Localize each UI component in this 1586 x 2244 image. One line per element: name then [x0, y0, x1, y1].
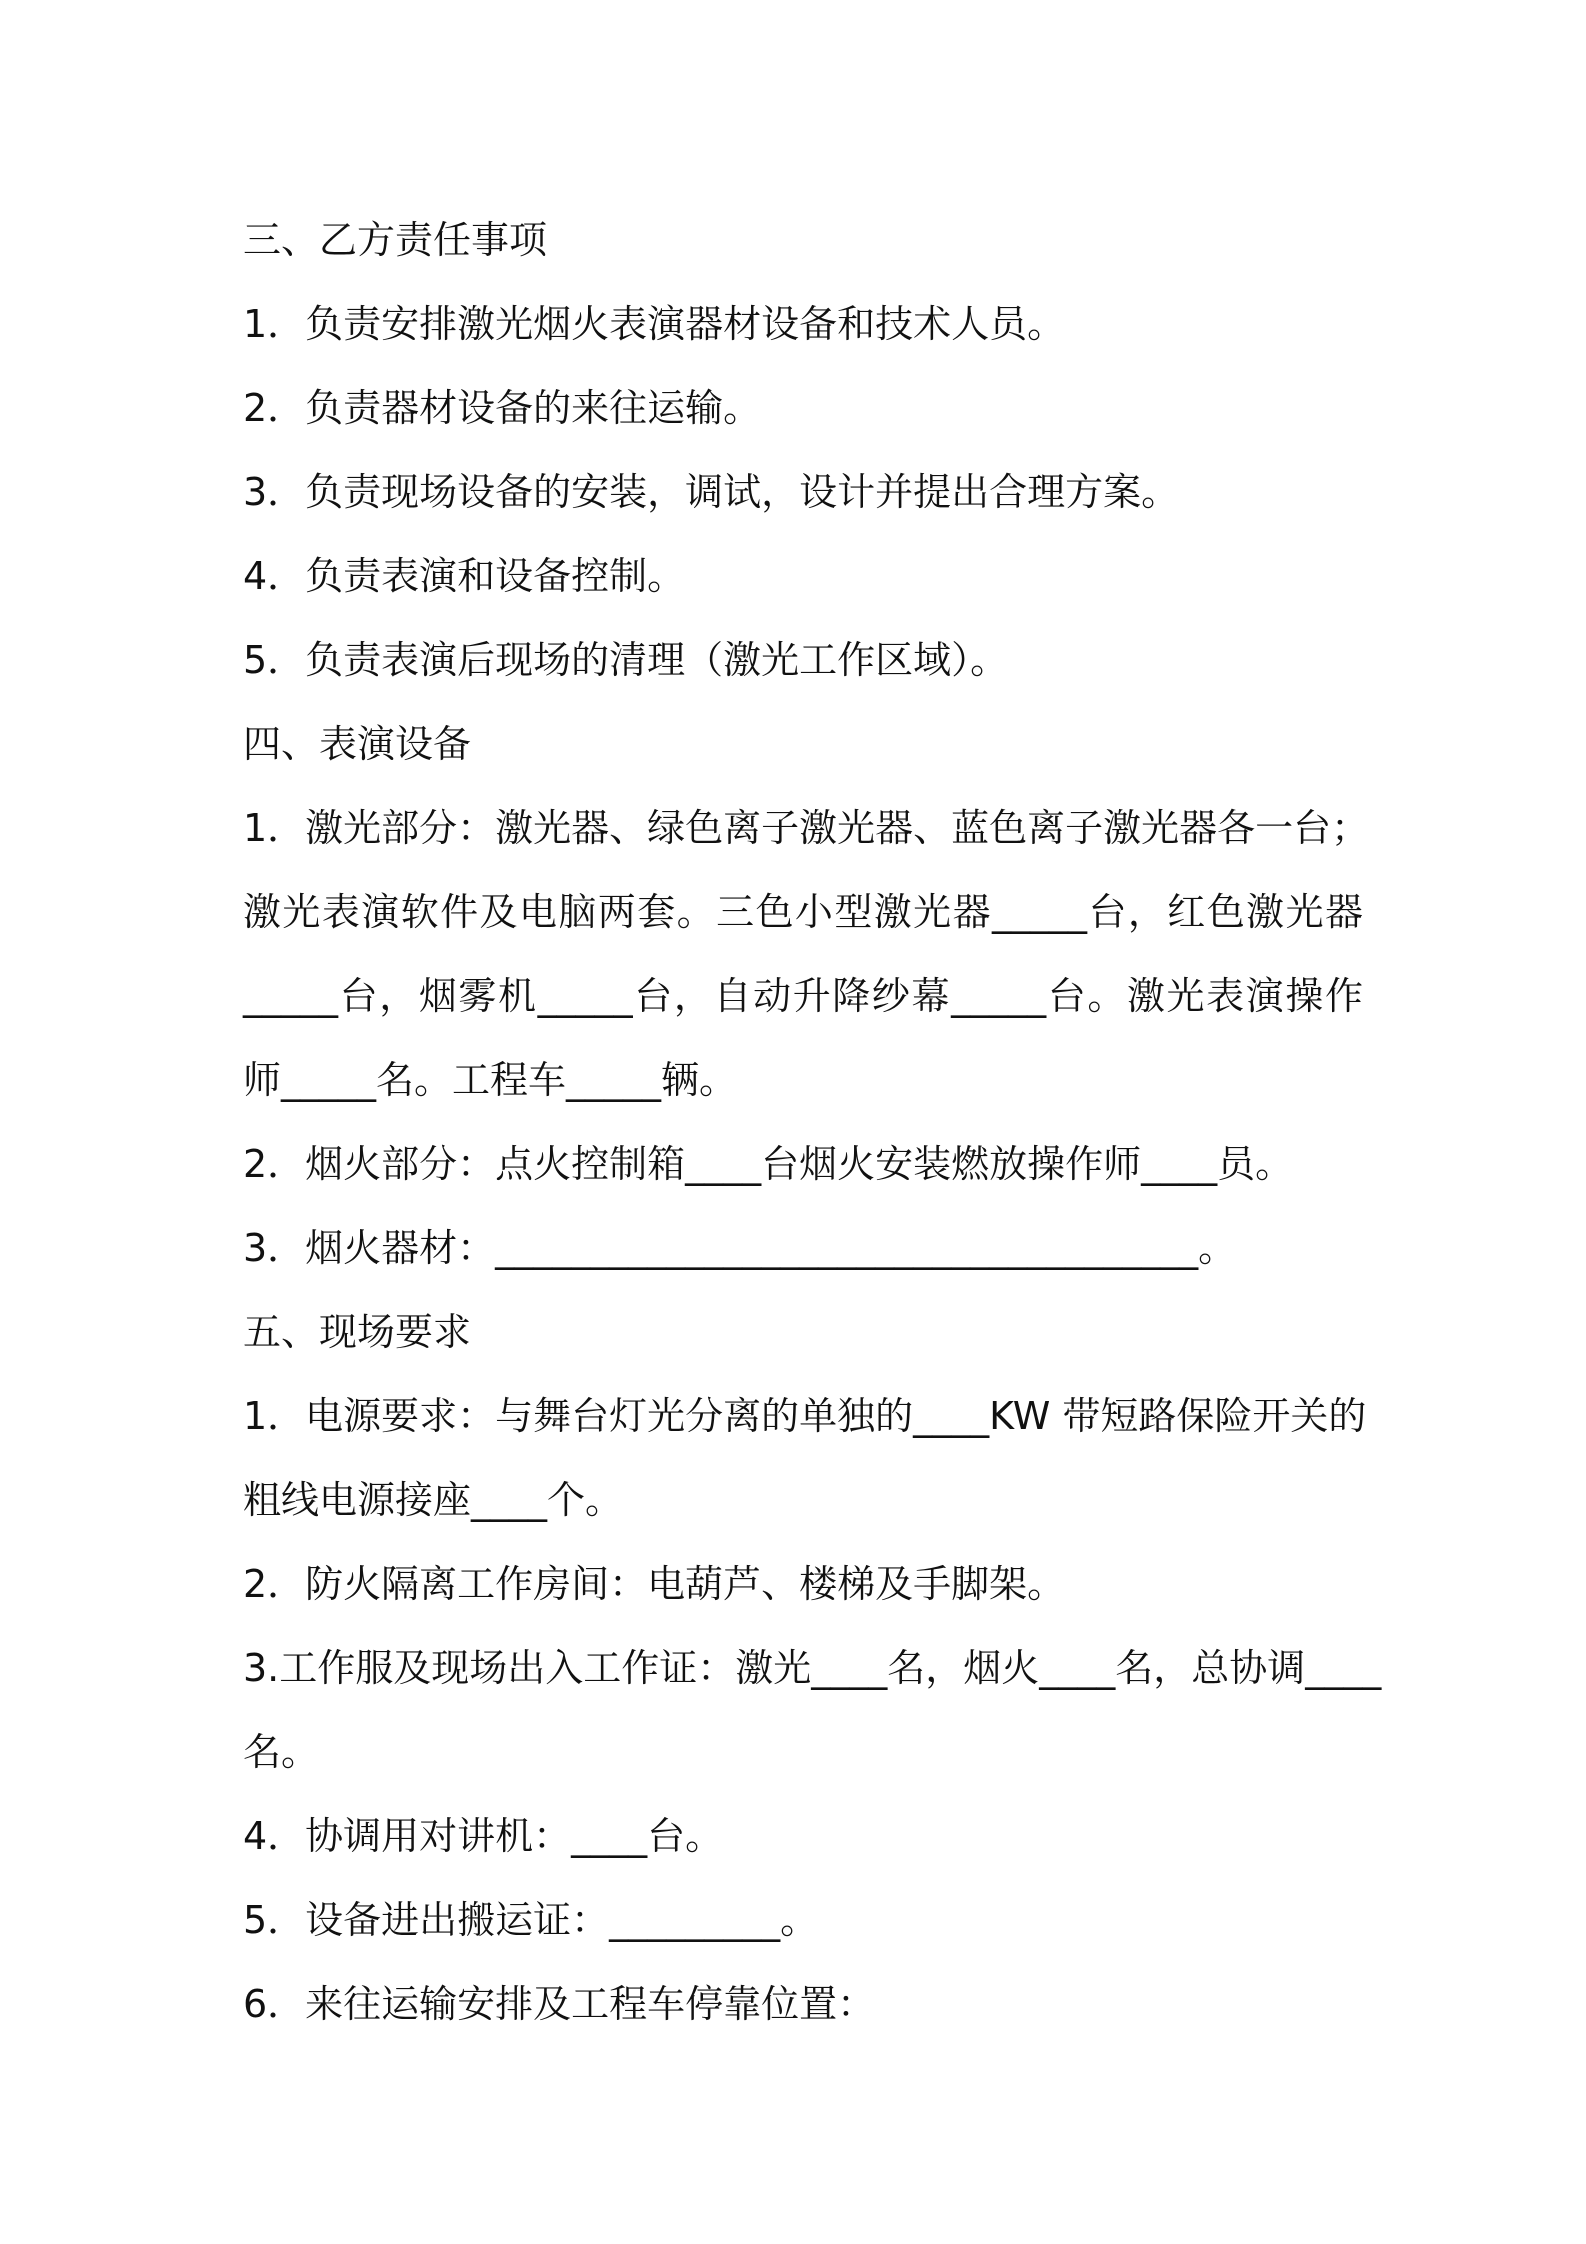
paragraph-line: 1．激光部分：激光器、绿色离子激光器、蓝色离子激光器各一台；: [243, 806, 1370, 850]
paragraph-line: 1．负责安排激光烟火表演器材设备和技术人员。: [243, 302, 1066, 346]
paragraph-line: 师_____名。工程车_____辆。: [243, 1058, 738, 1102]
paragraph-line: 6．来往运输安排及工程车停靠位置：: [243, 1982, 876, 2026]
paragraph-line: 3．烟火器材：_____________________________________。: [243, 1226, 1237, 1270]
paragraph-line: 1．电源要求：与舞台灯光分离的单独的____KW 带短路保险开关的: [243, 1394, 1367, 1438]
document-body: [243, 198, 1382, 2046]
paragraph-line: 5．负责表演后现场的清理（激光工作区域）。: [243, 638, 1009, 682]
paragraph-line: 2．防火隔离工作房间：电葫芦、楼梯及手脚架。: [243, 1562, 1066, 1606]
paragraph-line: 粗线电源接座____个。: [243, 1478, 624, 1522]
section-heading-performance-equipment: 四、表演设备: [243, 722, 472, 766]
paragraph-line: 名。: [243, 1730, 320, 1774]
paragraph-line: 5．设备进出搬运证：_________。: [243, 1898, 819, 1942]
paragraph-line: 2．负责器材设备的来往运输。: [243, 386, 762, 430]
paragraph-line: 3．负责现场设备的安装，调试，设计并提出合理方案。: [243, 470, 1180, 514]
paragraph-line: 4．负责表演和设备控制。: [243, 554, 686, 598]
paragraph-line: _____台，烟雾机_____台，自动升降纱幕_____台。激光表演操作: [243, 974, 1363, 1018]
paragraph-line: 3.工作服及现场出入工作证：激光____名，烟火____名，总协调____: [243, 1646, 1382, 1690]
section-heading-party-b-responsibilities: 三、乙方责任事项: [243, 218, 548, 262]
paragraph-line: 4．协调用对讲机：____台。: [243, 1814, 724, 1858]
paragraph-line: 激光表演软件及电脑两套。三色小型激光器_____台，红色激光器: [243, 890, 1363, 934]
paragraph-line: 2．烟火部分：点火控制箱____台烟火安装燃放操作师____员。: [243, 1142, 1294, 1186]
section-heading-site-requirements: 五、现场要求: [243, 1310, 472, 1354]
